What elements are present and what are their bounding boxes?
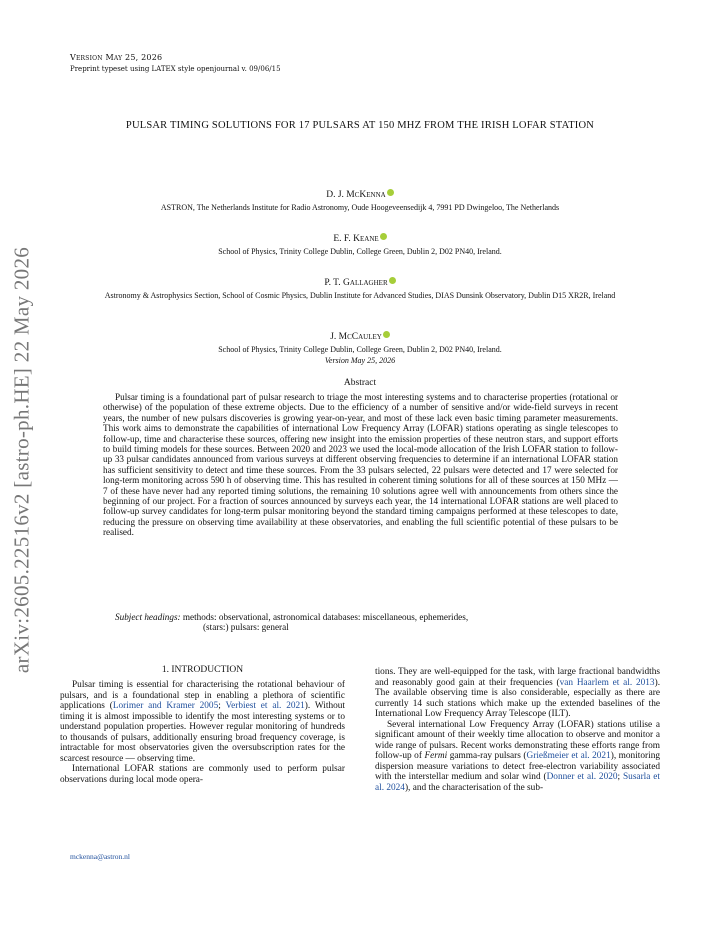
- author-affiliation: Astronomy & Astrophysics Section, School of Cosmic Physics, Dublin Institute for Advanced Studies, DIAS Dunsink Observatory, Dublin D15 XR2R, Ireland: [104, 291, 616, 300]
- abstract-text: Pulsar timing is a foundational part of pulsar research to triage the most interesting systems and to characterise properties (rotational or otherwise) of the population of these extreme objects. Due to the efficiency of a number of sensitive and/or wide-field surveys in recent years, the number of new pulsars discoveries is growing year-on-year, and most of these lack even basic timing parameter measurements. This work aims to demonstrate the capabilities of international Low Frequency Array (LOFAR) stations operating as single telescopes to follow-up, time and characterise these sources, offering new insight into the emission properties of these neutron stars, and support efforts to build timing models for these sources. Between 2020 and 2023 we used the local-mode allocation of the Irish LOFAR station to follow-up 33 pulsar candidates announced from various surveys at different observing frequencies to determine if an international LOFAR station has sufficient sensitivity to detect and time these sources. From the 33 pulsars selected, 22 pulsars were detected and 17 were selected for long-term monitoring across 590 h of observing time. This has resulted in coherent timing solutions for all of these sources at 150 MHz — 7 of these have never had any reported timing solutions, the remaining 10 solutions agree well with announcements from others since the beginning of our project. For a fraction of sources announced by surveys each year, the 14 international LOFAR stations are well placed to follow-up survey candidates for long-term pulsar monitoring beyond the standard timing campaigns performed at these telescopes to date, reducing the pressure on observing time availability at these observatories, and enabling the full scientific potential of these pulsars to be realised.: [103, 392, 618, 538]
- left-column: [60, 680, 345, 785]
- orcid-icon[interactable]: [387, 189, 394, 196]
- citation-link[interactable]: Verbiest et al. 2021: [225, 701, 305, 711]
- paragraph: tions. They are well-equipped for the task, with large fractional bandwidths and reasonably good gain at their frequencies (van Haarlem et al. 2013). The available observing time is also considerable, especially as there are currently 14 such stations which make up the extended baselines of the International Low Frequency Array Telescope (ILT).: [375, 667, 661, 719]
- version-header: Version May 25, 2026: [70, 53, 163, 62]
- author-name: J. McCauley: [60, 331, 660, 342]
- paragraph: International LOFAR stations are commonly used to perform pulsar observations during local mode opera-: [60, 764, 345, 785]
- right-column: [375, 667, 660, 793]
- author-affiliation: School of Physics, Trinity College Dublin, College Green, Dublin 2, D02 PN40, Ireland.: [218, 247, 502, 256]
- subject-headings: Subject headings: methods: observational, astronomical databases: miscellaneous, ephemerides, (stars:) pulsars: general: [115, 612, 469, 633]
- section-heading-introduction: 1. INTRODUCTION: [161, 665, 244, 675]
- citation-link[interactable]: Donner et al. 2020: [546, 772, 618, 782]
- author-name: D. J. McKenna: [60, 189, 660, 200]
- paragraph: Pulsar timing is essential for characterising the rotational behaviour of pulsars, and is a foundational step in enabling a plethora of scientific applications (Lorimer and Kramer 2005; Verbiest et al. 2021). Without timing it is almost impossible to identify the most interesting systems or to understand population properties. However regular monitoring of hundreds to thousands of pulsars, additionally ensuring broad frequency coverage, is intractable for most observatories given the oversubscription rates for the scarcest resource — observing time.: [60, 680, 345, 764]
- author-affiliation: ASTRON, The Netherlands Institute for Radio Astronomy, Oude Hoogeveensedijk 4, 7991 PD Dwingeloo, The Netherlands: [160, 203, 560, 212]
- orcid-icon[interactable]: [389, 277, 396, 284]
- arxiv-stamp: arXiv:2605.22516v2 [astro-ph.HE] 22 May 2026: [9, 246, 34, 674]
- author-affiliation: School of Physics, Trinity College Dublin, College Green, Dublin 2, D02 PN40, Ireland.: [218, 345, 502, 354]
- orcid-icon[interactable]: [383, 331, 390, 338]
- citation-link[interactable]: van Haarlem et al. 2013: [559, 677, 655, 688]
- paragraph: Several international Low Frequency Array (LOFAR) stations utilise a significant amount of their weekly time allocation to observe and monitor a wide range of pulsars. Recent works demonstrating these efforts range from follow-up of Fermi gamma-ray pulsars (Grießmeier et al. 2021), monitoring dispersion measure variations to detect free-electron variability associated with the interstellar medium and solar wind (Donner et al. 2020; Susarla et al. 2024), and the characterisation of the sub-: [375, 719, 660, 793]
- footnote-email[interactable]: mckenna@astron.nl: [70, 852, 131, 861]
- citation-link[interactable]: Grießmeier et al. 2021: [526, 751, 611, 761]
- abstract-heading: Abstract: [343, 378, 377, 388]
- orcid-icon[interactable]: [380, 233, 387, 240]
- citation-link[interactable]: Lorimer and Kramer 2005: [112, 701, 219, 711]
- preprint-note: Preprint typeset using LATEX style openjournal v. 09/06/15: [70, 65, 281, 73]
- paper-title: PULSAR TIMING SOLUTIONS FOR 17 PULSARS AT 150 MHZ FROM THE IRISH LOFAR STATION: [125, 120, 595, 131]
- version-line: Version May 25, 2026: [324, 356, 396, 365]
- citation-link[interactable]: Susarla et al. 2024: [375, 772, 660, 793]
- author-name: P. T. Gallagher: [60, 277, 660, 288]
- author-name: E. F. Keane: [60, 233, 660, 244]
